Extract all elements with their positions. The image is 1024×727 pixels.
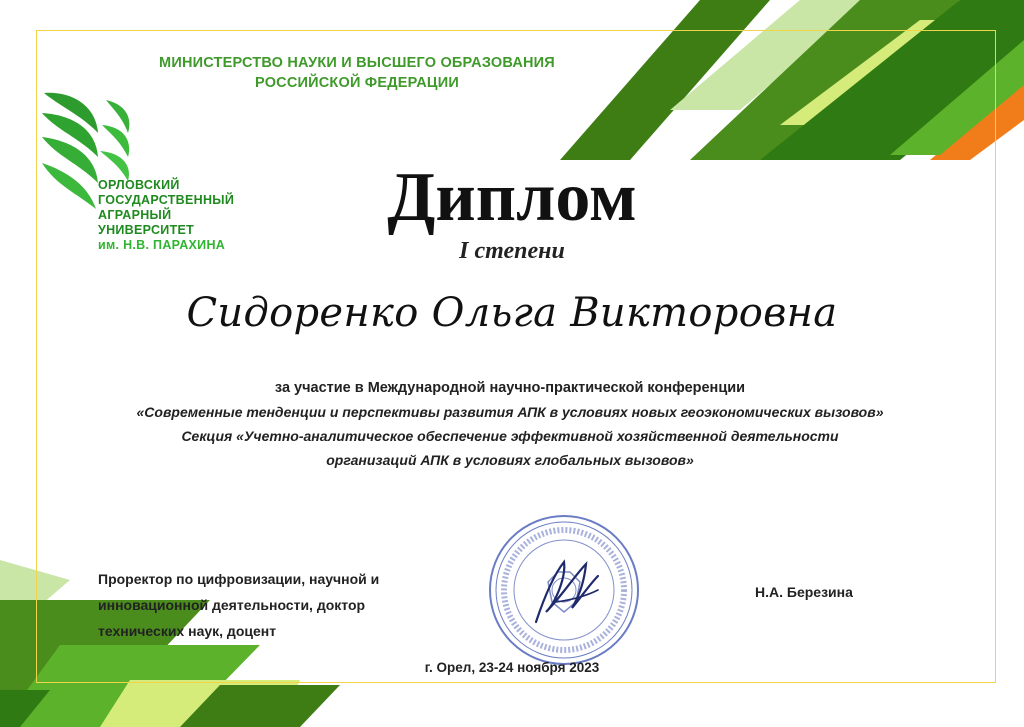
recipient-name: Сидоренко Ольга Викторовна	[186, 290, 838, 336]
signer-name: Н.А. Березина	[755, 584, 853, 600]
ministry-line-1: МИНИСТЕРСТВО НАУКИ И ВЫСШЕГО ОБРАЗОВАНИЯ	[159, 55, 555, 71]
ministry-header	[112, 53, 602, 93]
signer-position-line-2: инновационной деятельности, доктор	[98, 597, 366, 613]
university-line-3: АГРАРНЫЙ	[98, 208, 172, 222]
diploma-description	[60, 376, 960, 472]
description-line-2: «Современные тенденции и перспективы развития АПК в условиях новых геоэкономических вызовов»	[136, 404, 884, 420]
round-seal-stamp-icon	[486, 512, 642, 668]
signer-position-line-3: технических наук, доцент	[98, 623, 277, 639]
diploma-title: Диплом	[387, 159, 637, 236]
signer-position-line-1: Проректор по цифровизации, научной и	[98, 571, 380, 587]
description-line-4: организаций АПК в условиях глобальных вызовов»	[326, 452, 694, 468]
university-line-4: УНИВЕРСИТЕТ	[98, 223, 195, 237]
university-line-5: им. Н.В. ПАРАХИНА	[98, 238, 226, 252]
university-line-2: ГОСУДАРСТВЕННЫЙ	[98, 193, 235, 207]
place-and-date: г. Орел, 23-24 ноября 2023	[424, 660, 600, 675]
ministry-line-2: РОССИЙСКОЙ ФЕДЕРАЦИИ	[255, 75, 459, 91]
signer-position	[98, 566, 458, 644]
description-line-3: Секция «Учетно-аналитическое обеспечение эффективной хозяйственной деятельности	[181, 428, 839, 444]
description-line-1: за участие в Международной научно-практической конференции	[274, 380, 746, 396]
diploma-degree: I степени	[459, 238, 565, 264]
university-line-1: ОРЛОВСКИЙ	[98, 178, 180, 192]
